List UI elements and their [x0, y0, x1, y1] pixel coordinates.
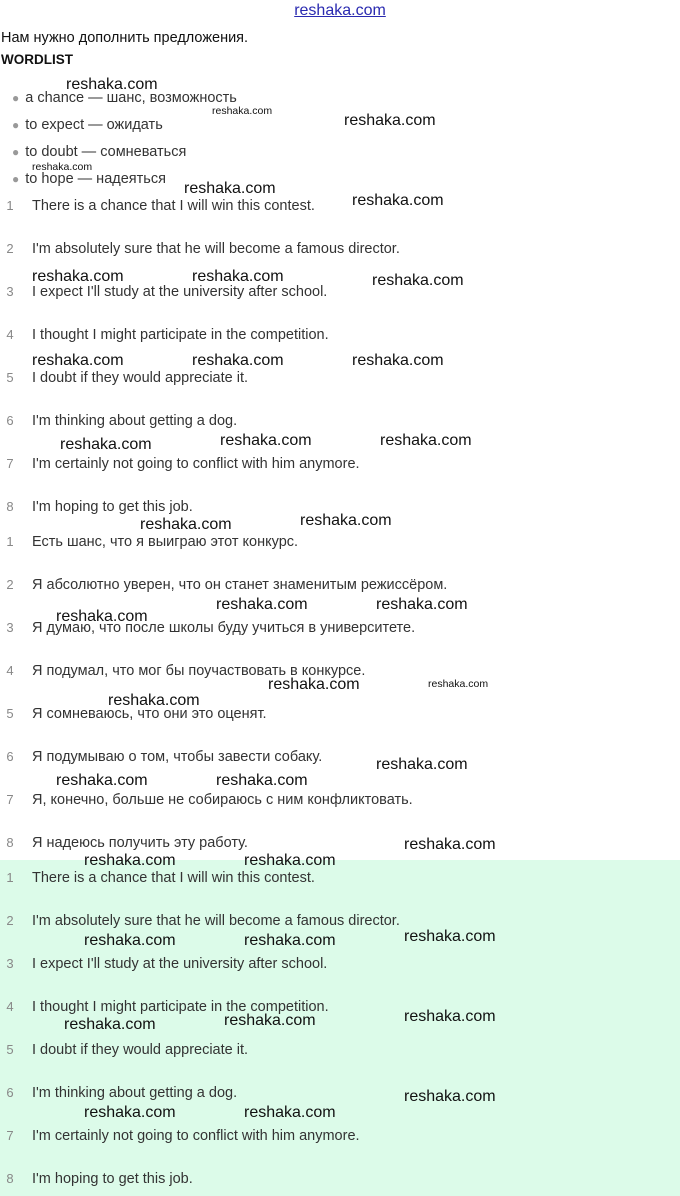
watermark: reshaka.com: [60, 436, 152, 453]
watermark: reshaka.com: [32, 352, 124, 369]
english-sentence-row: [0, 198, 680, 218]
sentence-text: Я подумываю о том, чтобы завести собаку.: [32, 749, 323, 765]
sentence-number: 6: [6, 749, 14, 764]
english-sentence-row: [0, 413, 680, 433]
answer-sentence-row: [0, 1171, 680, 1191]
watermark: reshaka.com: [184, 180, 276, 197]
sentence-text: I'm hoping to get this job.: [32, 1171, 193, 1187]
watermark: reshaka.com: [428, 678, 489, 690]
watermark: reshaka.com: [376, 596, 468, 613]
sentence-number: 8: [6, 835, 14, 850]
watermark: reshaka.com: [84, 1104, 176, 1121]
sentence-text: I doubt if they would appreciate it.: [32, 370, 249, 386]
sentence-number: 8: [6, 499, 14, 514]
answer-sentence-row: [0, 1042, 680, 1062]
sentence-text: I'm thinking about getting a dog.: [32, 413, 238, 429]
sentence-number: 3: [6, 284, 14, 299]
wordlist-title: WORDLIST: [1, 52, 73, 67]
watermark: reshaka.com: [192, 268, 284, 285]
sentence-number: 1: [6, 870, 14, 885]
watermark: reshaka.com: [344, 112, 436, 129]
watermark: reshaka.com: [216, 596, 308, 613]
bullet-icon: ●: [12, 118, 20, 132]
watermark: reshaka.com: [352, 192, 444, 209]
sentence-number: 7: [6, 456, 14, 471]
watermark: reshaka.com: [108, 692, 200, 709]
watermark: reshaka.com: [66, 76, 158, 93]
watermark: reshaka.com: [84, 852, 176, 869]
watermark: reshaka.com: [244, 932, 336, 949]
russian-sentence-row: [0, 534, 680, 554]
sentence-text: There is a chance that I will win this contest.: [32, 198, 315, 214]
wordlist-item: ● to expect — ожидать: [12, 117, 163, 133]
sentence-number: 3: [6, 620, 14, 635]
sentence-number: 2: [6, 913, 14, 928]
answer-sentence-row: [0, 913, 680, 933]
sentence-text: Я сомневаюсь, что они это оценят.: [32, 706, 267, 722]
watermark: reshaka.com: [56, 772, 148, 789]
sentence-number: 2: [6, 577, 14, 592]
sentence-text: I'm absolutely sure that he will become a famous director.: [32, 913, 400, 929]
russian-sentence-row: [0, 706, 680, 726]
sentence-number: 5: [6, 370, 14, 385]
sentence-number: 4: [6, 999, 14, 1014]
russian-sentence-row: [0, 577, 680, 597]
watermark: reshaka.com: [244, 852, 336, 869]
sentence-number: 8: [6, 1171, 14, 1186]
answer-sentence-row: [0, 956, 680, 976]
site-link[interactable]: reshaka.com: [294, 2, 386, 19]
watermark: reshaka.com: [352, 352, 444, 369]
sentence-text: I expect I'll study at the university after school.: [32, 284, 328, 300]
bullet-icon: ●: [12, 145, 20, 159]
bullet-icon: ●: [12, 91, 20, 105]
sentence-text: Я думаю, что после школы буду учиться в университете.: [32, 620, 416, 636]
sentence-number: 4: [6, 663, 14, 678]
watermark: reshaka.com: [32, 161, 93, 173]
answer-sentence-row: [0, 870, 680, 890]
sentence-number: 4: [6, 327, 14, 342]
sentence-text: Я подумал, что мог бы поучаствовать в конкурсе.: [32, 663, 366, 679]
sentence-text: I'm absolutely sure that he will become a famous director.: [32, 241, 400, 257]
sentence-text: There is a chance that I will win this contest.: [32, 870, 315, 886]
sentence-number: 1: [6, 198, 14, 213]
sentence-text: I'm certainly not going to conflict with him anymore.: [32, 1128, 360, 1144]
russian-sentence-row: [0, 749, 680, 769]
english-sentence-row: [0, 456, 680, 476]
sentence-text: I'm hoping to get this job.: [32, 499, 193, 515]
watermark: reshaka.com: [212, 105, 273, 117]
sentence-number: 6: [6, 1085, 14, 1100]
wordlist-item: ● to hope — надеяться: [12, 171, 166, 187]
english-sentence-row: [0, 370, 680, 390]
sentence-text: I doubt if they would appreciate it.: [32, 1042, 249, 1058]
sentence-text: Я абсолютно уверен, что он станет знаменитым режиссёром.: [32, 577, 448, 593]
task-intro: Нам нужно дополнить предложения.: [1, 30, 249, 46]
watermark: reshaka.com: [32, 268, 124, 285]
watermark: reshaka.com: [244, 1104, 336, 1121]
watermark: reshaka.com: [404, 1088, 496, 1105]
sentence-number: 2: [6, 241, 14, 256]
watermark: reshaka.com: [376, 756, 468, 773]
watermark: reshaka.com: [300, 512, 392, 529]
watermark: reshaka.com: [224, 1012, 316, 1029]
english-sentence-row: [0, 327, 680, 347]
watermark: reshaka.com: [404, 928, 496, 945]
sentence-number: 1: [6, 534, 14, 549]
watermark: reshaka.com: [268, 676, 360, 693]
sentence-number: 5: [6, 1042, 14, 1057]
sentence-text: I expect I'll study at the university after school.: [32, 956, 328, 972]
answer-sentence-row: [0, 1128, 680, 1148]
sentence-text: Есть шанс, что я выиграю этот конкурс.: [32, 534, 299, 550]
sentence-text: Я надеюсь получить эту работу.: [32, 835, 248, 851]
watermark: reshaka.com: [56, 608, 148, 625]
wordlist-item: ● to doubt — сомневаться: [12, 144, 187, 160]
watermark: reshaka.com: [192, 352, 284, 369]
watermark: reshaka.com: [380, 432, 472, 449]
sentence-number: 6: [6, 413, 14, 428]
sentence-number: 7: [6, 792, 14, 807]
watermark: reshaka.com: [404, 1008, 496, 1025]
bullet-icon: ●: [12, 172, 20, 186]
sentence-number: 5: [6, 706, 14, 721]
watermark: reshaka.com: [64, 1016, 156, 1033]
sentence-text: I thought I might participate in the competition.: [32, 327, 329, 343]
sentence-text: Я, конечно, больше не собираюсь с ним конфликтовать.: [32, 792, 413, 808]
watermark: reshaka.com: [220, 432, 312, 449]
wordlist-item: ● a chance — шанс, возможность: [12, 90, 237, 106]
english-sentence-row: [0, 241, 680, 261]
sentence-number: 7: [6, 1128, 14, 1143]
watermark: reshaka.com: [372, 272, 464, 289]
english-sentence-row: [0, 284, 680, 304]
sentence-text: I'm certainly not going to conflict with him anymore.: [32, 456, 360, 472]
answer-sentence-row: [0, 1085, 680, 1105]
sentence-text: I thought I might participate in the competition.: [32, 999, 329, 1015]
watermark: reshaka.com: [216, 772, 308, 789]
sentence-text: I'm thinking about getting a dog.: [32, 1085, 238, 1101]
watermark: reshaka.com: [404, 836, 496, 853]
sentence-number: 3: [6, 956, 14, 971]
russian-sentence-row: [0, 792, 680, 812]
watermark: reshaka.com: [140, 516, 232, 533]
watermark: reshaka.com: [84, 932, 176, 949]
